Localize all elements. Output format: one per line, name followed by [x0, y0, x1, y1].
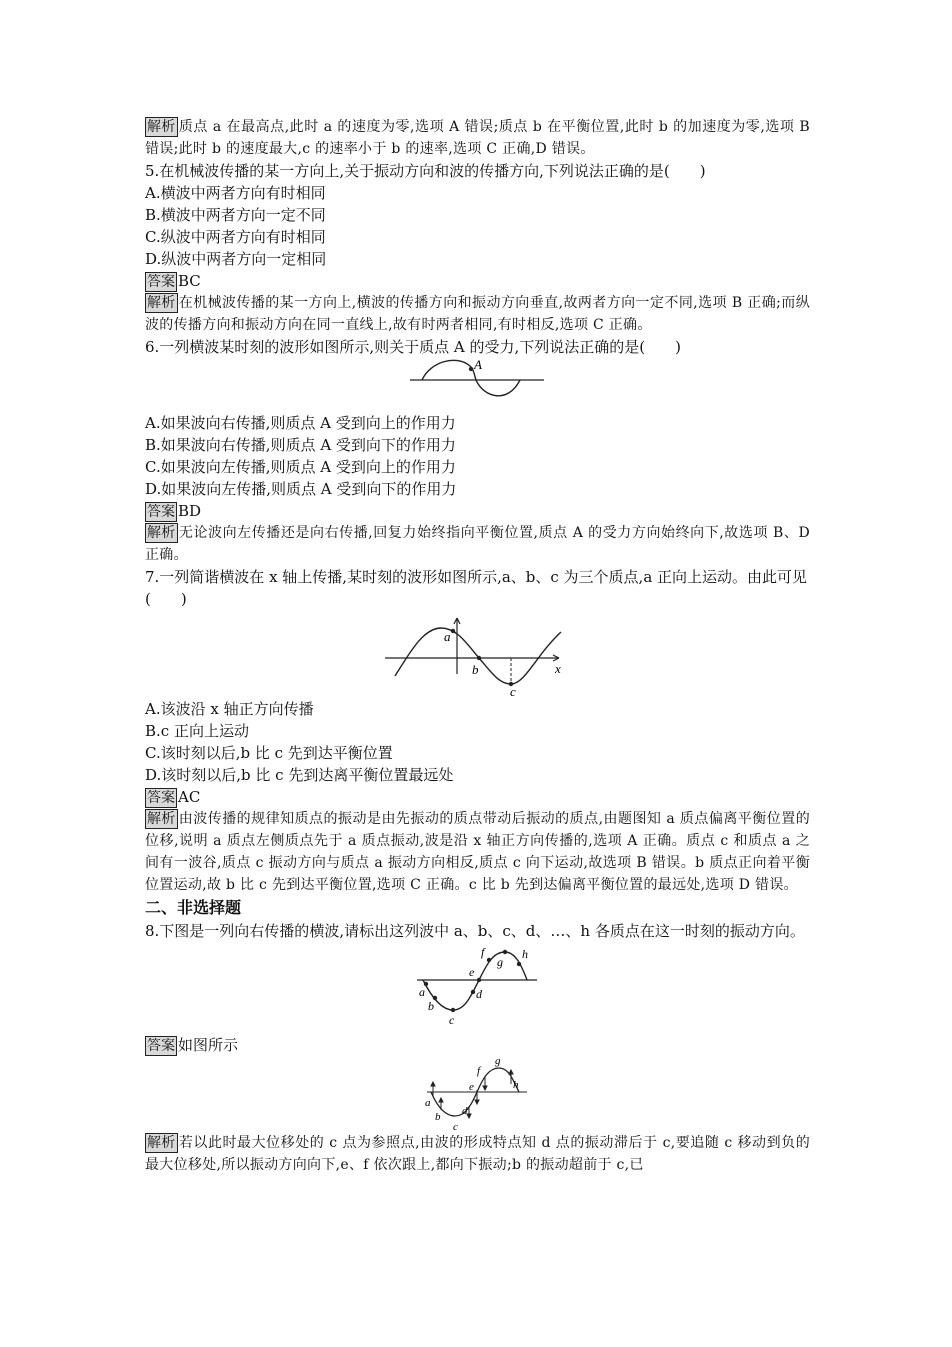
q6-option-d: D.如果波向左传播,则质点 A 受到向下的作用力 [145, 480, 457, 498]
point-a-dot [450, 629, 454, 633]
point-e-label: e [468, 965, 474, 979]
q5-answer [145, 270, 810, 292]
explanation-text: 若以此时最大位移处的 c 点为参照点,由波的形成特点知 d 点的振动滞后于 c,要追随 c 移动到负的最大位移处,所以振动方向向下,e、f 依次跟上,都向下振动;b 的振动超前于 c,已 [145, 1135, 810, 1173]
arrowhead-a [431, 1082, 435, 1086]
point-c-label: c [509, 684, 516, 698]
point-b-label: b [471, 662, 478, 677]
q5-option-c: C.纵波中两者方向有时相同 [145, 228, 326, 246]
point-a-label: a [418, 985, 425, 999]
ans-point-a-label: a [424, 1097, 430, 1109]
q7-option-a: A.该波沿 x 轴正方向传播 [145, 700, 314, 718]
question-8-stem: 8.下图是一列向右传播的横波,请标出这列波中 a、b、c、d、…、h 各质点在这一时刻的振动方向。 [145, 922, 805, 940]
point-g-label: g [496, 955, 503, 969]
explanation-text: 由波传播的规律知质点的振动是由先振动的质点带动后振动的质点,由题图知 a 质点偏离平衡位置的位移,说明 a 质点左侧质点先于 a 质点振动,波是沿 x 轴正方向传播的,选项 A 正确。质点 c 和质点 a 之间有一波谷,质点 c 振动方向与质点 a 振动方向相反,质点 c 向下运动,故选项 B 错误。b 质点正向着平衡位置运动,故 b 比 c 先到达平衡位置,选项 C 正确。c 比 b 先到达偏离平衡位置的最远处,选项 D 错误。 [145, 811, 810, 893]
q7-wave-figure [383, 614, 573, 698]
wave-curve [422, 360, 520, 396]
q6-option-b: B.如果波向右传播,则质点 A 受到向下的作用力 [145, 436, 456, 454]
point-g-dot [502, 950, 506, 954]
q6-option-a: A.如果波向右传播,则质点 A 受到向上的作用力 [145, 414, 456, 432]
ans-point-b-label: b [434, 1111, 440, 1123]
q6-answer [145, 500, 810, 522]
arrowhead-d [467, 1114, 471, 1118]
q6-explanation [145, 522, 810, 566]
section-heading: 二、非选择题 [145, 898, 242, 917]
q7-option-b: B.c 正向上运动 [145, 722, 249, 740]
arrowhead-e [475, 1100, 479, 1104]
question-7-stem: 7.一列简谐横波在 x 轴上传播,某时刻的波形如图所示,a、b、c 为三个质点,a 正向上运动。由此可见( ) [145, 568, 808, 608]
point-b-dot [476, 656, 480, 660]
wave-curve [423, 952, 527, 1010]
q8-answer-figure [423, 1056, 533, 1132]
arrowhead-b [439, 1098, 443, 1102]
point-f-dot [486, 958, 490, 962]
explanation-text: 质点 a 在最高点,此时 a 的速度为零,选项 A 错误;质点 b 在平衡位置,此时 b 的加速度为零,选项 B 错误;此时 b 的速度最大,c 的速率小于 b 的速率,选项 C 正确,D 错误。 [145, 119, 810, 157]
explanation-tag: 解析 [147, 1135, 176, 1151]
question-5-stem: 5.在机械波传播的某一方向上,关于振动方向和波的传播方向,下列说法正确的是( ) [145, 162, 706, 180]
point-h-label: h [521, 947, 528, 961]
q8-wave-figure [413, 944, 543, 1028]
ans-point-f-label: f [476, 1065, 480, 1077]
point-a-label: a [443, 629, 450, 644]
point-a-label: A [473, 358, 482, 372]
ans-point-g-label: g [494, 1056, 500, 1067]
answer-tag: 答案 [147, 1038, 175, 1054]
ans-point-c-label: c [452, 1121, 458, 1132]
answer-tag: 答案 [147, 504, 175, 520]
answer-tag: 答案 [147, 274, 175, 290]
q6-wave-figure [408, 358, 548, 412]
answer-text: BC [178, 272, 201, 290]
explanation-tag: 解析 [147, 811, 176, 827]
q7-answer [145, 786, 810, 808]
q8-explanation [145, 1132, 810, 1176]
point-d-dot [470, 990, 474, 994]
ans-point-h-label: h [512, 1079, 518, 1091]
explanation-text: 无论波向左传播还是向右传播,回复力始终指向平衡位置,质点 A 的受力方向始终向下,故选项 B、D 正确。 [145, 525, 810, 563]
question-6-stem: 6.一列横波某时刻的波形如图所示,则关于质点 A 的受力,下列说法正确的是( ) [145, 338, 681, 356]
point-a-dot [468, 367, 472, 371]
q5-explanation [145, 292, 810, 336]
arrowhead-h [509, 1070, 513, 1074]
x-axis-label: x [554, 661, 561, 676]
point-b-label: b [427, 999, 434, 1013]
point-c-dot [450, 1008, 454, 1012]
answer-text: BD [178, 502, 202, 520]
explanation-tag: 解析 [147, 119, 176, 135]
q6-option-c: C.如果波向左传播,则质点 A 受到向上的作用力 [145, 458, 456, 476]
q5-option-a: A.横波中两者方向有时相同 [145, 184, 326, 202]
point-f-label: f [480, 945, 484, 959]
point-h-dot [516, 962, 520, 966]
explanation-tag: 解析 [147, 295, 176, 311]
answer-text: AC [178, 788, 201, 806]
ans-point-d-label: d [461, 1105, 467, 1117]
q8-answer [145, 1034, 810, 1056]
q7-explanation [145, 808, 810, 896]
document-page [145, 116, 810, 1176]
q7-option-c: C.该时刻以后,b 比 c 先到达平衡位置 [145, 744, 393, 762]
point-c-label: c [448, 1013, 454, 1027]
answer-tag: 答案 [147, 790, 175, 806]
q5-option-b: B.横波中两者方向一定不同 [145, 206, 326, 224]
ans-point-e-label: e [468, 1081, 474, 1093]
explanation-block-1 [145, 116, 810, 160]
explanation-text: 在机械波传播的某一方向上,横波的传播方向和振动方向垂直,故两者方向一定不同,选项 B 正确;而纵波的传播方向和振动方向在同一直线上,故有时两者相同,有时相反,选项 C 正确。 [145, 295, 810, 333]
point-d-label: d [475, 987, 482, 1001]
point-e-dot [476, 978, 480, 982]
explanation-tag: 解析 [147, 525, 176, 541]
answer-text: 如图所示 [178, 1036, 239, 1054]
arrowhead-f [483, 1086, 487, 1090]
q5-option-d: D.纵波中两者方向一定相同 [145, 250, 327, 268]
q7-option-d: D.该时刻以后,b 比 c 先到达离平衡位置最远处 [145, 766, 454, 784]
